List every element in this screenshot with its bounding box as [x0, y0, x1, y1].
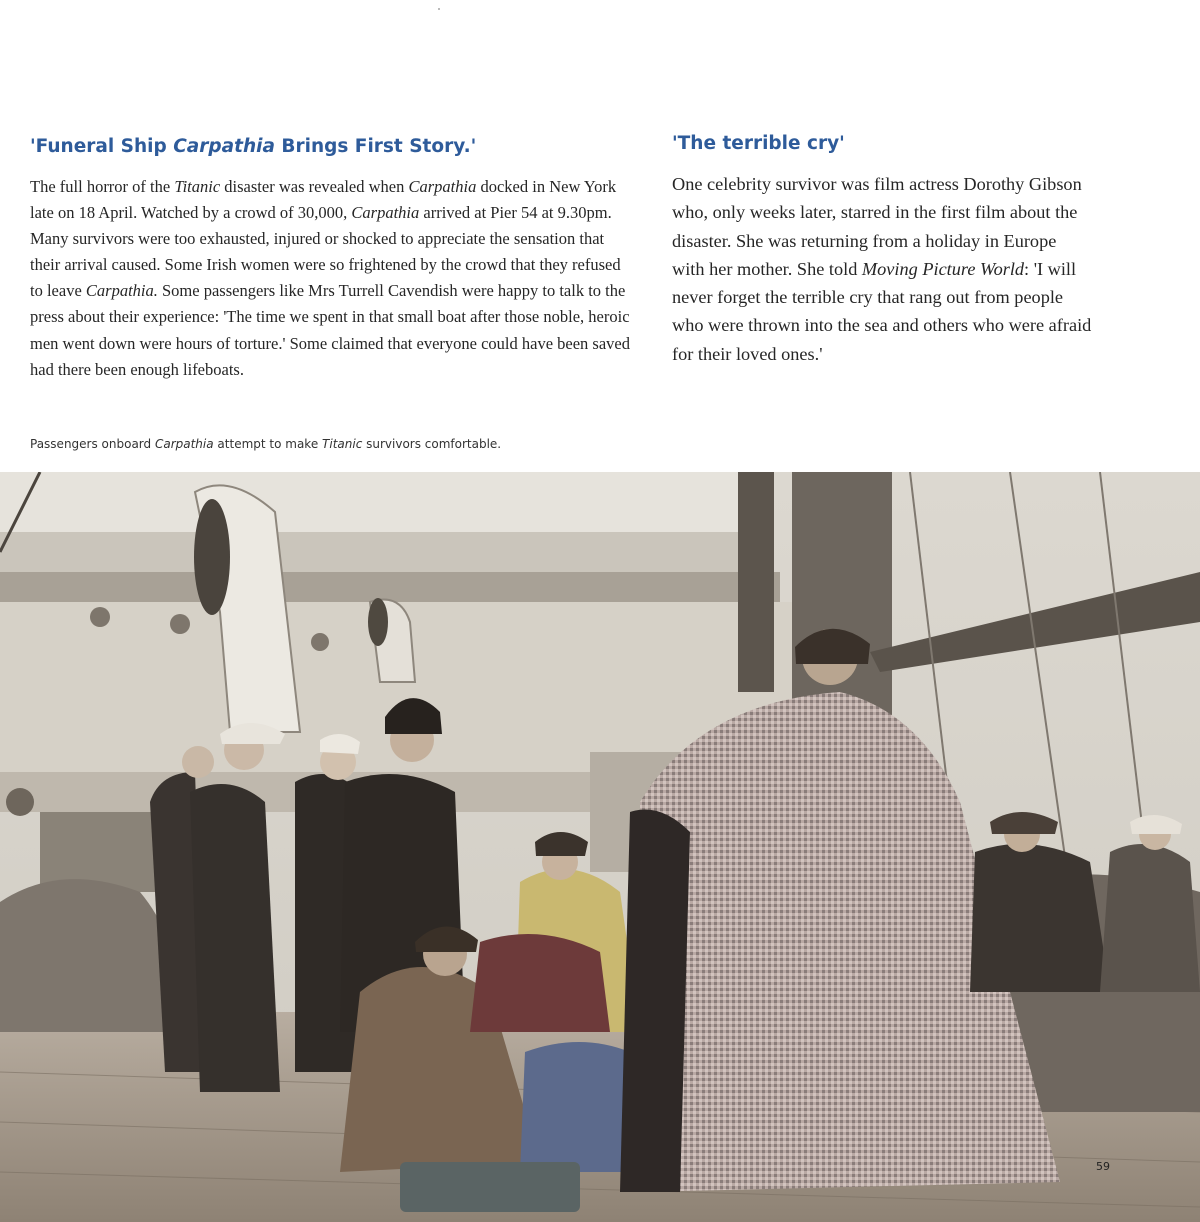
page-number: 59	[1096, 1160, 1110, 1173]
right-article-heading: 'The terrible cry'	[672, 133, 845, 154]
left-article	[30, 132, 630, 383]
print-mark	[438, 8, 440, 10]
left-article-heading: 'Funeral Ship Carpathia Brings First Story.'	[30, 136, 477, 157]
left-article-body: The full horror of the Titanic disaster was revealed when Carpathia docked in New York late on 18 April. Watched by a crowd of 30,000, Carpathia arrived at Pier 54 at 9.30pm. Many survivors were too exhausted, injured or shocked to appreciate the sensation that their arrival caused. Some Irish women were so frightened by the crowd that they refused to leave Carpathia. Some passengers like Mrs Turrell Cavendish were happy to talk to the press about their experience: 'The time we spent in that small boat after those noble, heroic men went down were hours of torture.' Some claimed that everyone could have been saved had there been enough lifeboats.	[30, 177, 630, 379]
right-article-body: One celebrity survivor was film actress Dorothy Gibson who, only weeks later, starred in the first film about the disaster. She was returning from a holiday in Europe with her mother. She told Moving Picture World: 'I will never forget the terrible cry that rang out from people who were thrown into the sea and others who were afraid for their loved ones.'	[672, 174, 1092, 364]
right-article	[672, 130, 1092, 368]
photo-caption: Passengers onboard Carpathia attempt to make Titanic survivors comfortable.	[30, 437, 502, 451]
deck-photo	[0, 472, 1200, 1222]
